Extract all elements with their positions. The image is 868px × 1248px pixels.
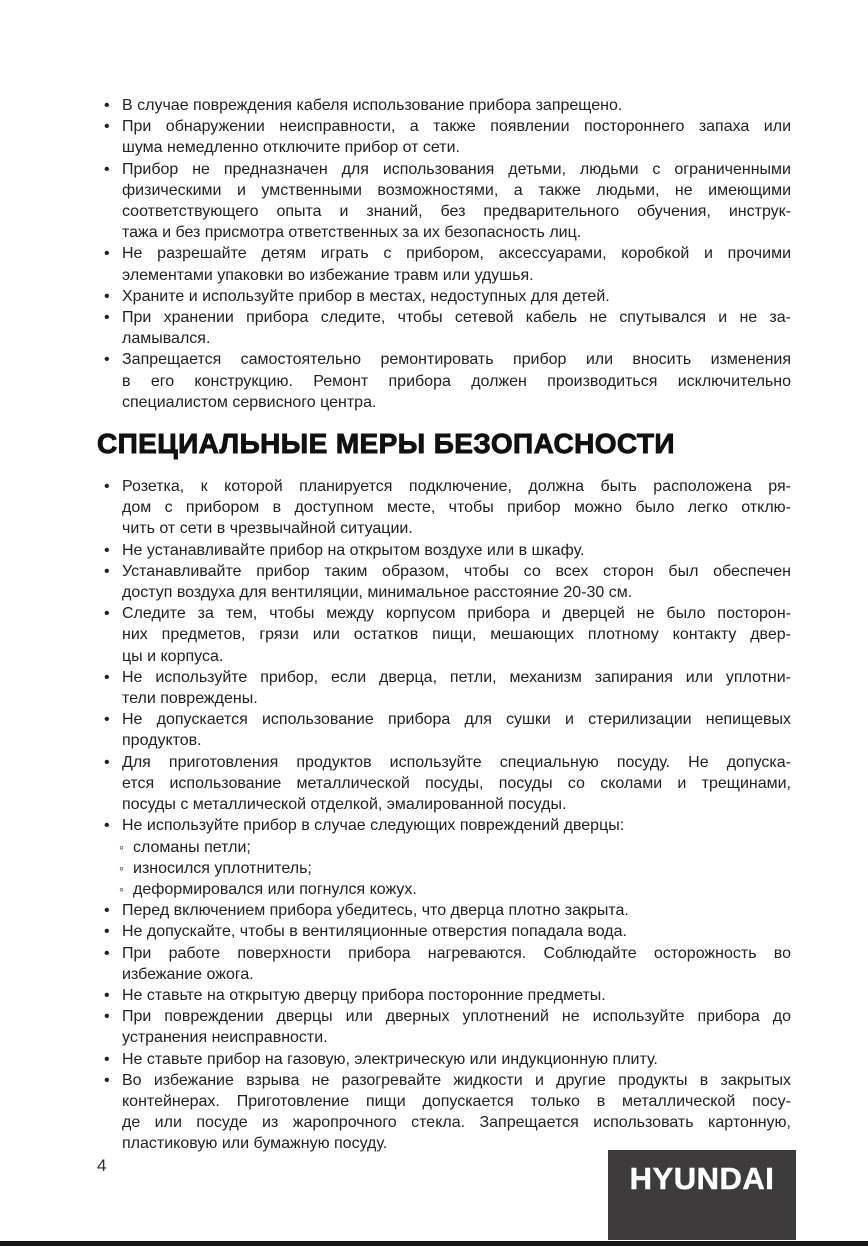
- text-line: Не ставьте прибор на газовую, электрическую или индукционную плиту.: [122, 1050, 658, 1068]
- text-line: пластиковую или бумажную посуду.: [122, 1135, 388, 1153]
- list-item: [97, 561, 791, 603]
- list-item: [97, 921, 791, 942]
- bullet-icon: •: [104, 923, 110, 941]
- bullet-icon: •: [104, 287, 110, 305]
- text-line: избежание ожога.: [122, 965, 254, 983]
- text-line: Розетка, к которой планируется подключение, должна быть расположена ря-: [122, 478, 791, 496]
- list-item: [97, 159, 791, 244]
- bullet-icon: •: [104, 1008, 110, 1026]
- text-line: специалистом сервисного центра.: [122, 393, 377, 411]
- text-line: посуды с металлической отделкой, эмалированной посуды.: [122, 796, 567, 814]
- bullet-text: [122, 540, 791, 561]
- text-line: физическими и умственными возможностями, а также людьми, не имеющими: [122, 181, 791, 199]
- bullet-text: [122, 561, 791, 603]
- list-item: [97, 900, 791, 921]
- text-line: Для приготовления продуктов используйте специальную посуду. Не допуска-: [122, 753, 791, 771]
- bullet-icon: •: [104, 562, 110, 580]
- text-line: Устанавливайте прибор таким образом, чтобы со всех сторон был обеспечен: [122, 562, 791, 580]
- list-item: [97, 1049, 791, 1070]
- text-line: устранения неисправности.: [122, 1029, 328, 1047]
- bullet-text: [122, 1006, 791, 1048]
- sub-list-item: [119, 858, 791, 879]
- list-item: [97, 815, 791, 900]
- bullet-text: [122, 243, 791, 285]
- text-line: Прибор не предназначен для использования детьми, людьми с ограниченными: [122, 160, 791, 178]
- brand-logo-label: HYUNDAI: [629, 1161, 775, 1196]
- bullet-icon: •: [104, 351, 110, 369]
- bullet-icon: •: [104, 817, 110, 835]
- text-line: соответствующего опыта и знаний, без предварительного обучения, инструк-: [122, 203, 791, 221]
- text-line: шума немедленно отключите прибор от сети.: [122, 139, 460, 157]
- circle-bullet-icon: ◦: [119, 859, 124, 876]
- bullet-text: [122, 476, 791, 540]
- text-line: ламывался.: [122, 330, 211, 348]
- special-safety-list: [97, 476, 791, 1155]
- text-line: Перед включением прибора убедитесь, что дверца плотно закрыта.: [122, 902, 629, 920]
- sub-list-item: [119, 837, 791, 858]
- list-item: [97, 307, 791, 349]
- text-line: Во избежание взрыва не разогревайте жидкости и другие продукты в закрытых: [122, 1071, 791, 1089]
- page-content: [97, 95, 791, 1155]
- bullet-text: [122, 943, 791, 985]
- bullet-text: [122, 921, 791, 942]
- bullet-icon: •: [104, 711, 110, 729]
- bullet-text: [122, 307, 791, 349]
- sub-text: сломаны петли;: [133, 838, 251, 856]
- list-item: [97, 1006, 791, 1048]
- bullet-icon: •: [104, 541, 110, 559]
- bullet-icon: •: [104, 902, 110, 920]
- list-item: [97, 752, 791, 816]
- bullet-icon: •: [104, 605, 110, 623]
- text-line: ется использование металлической посуды, посуды со сколами и трещинами,: [122, 774, 791, 792]
- section-heading: СПЕЦИАЛЬНЫЕ МЕРЫ БЕЗОПАСНОСТИ: [97, 428, 675, 460]
- text-line: Не допускается использование прибора для сушки и стерилизации непищевых: [122, 711, 791, 729]
- list-item: [97, 476, 791, 540]
- sub-text: деформировался или погнулся кожух.: [133, 880, 417, 898]
- list-item: [97, 1070, 791, 1155]
- bullet-text: [122, 667, 791, 709]
- bullet-text: [122, 116, 791, 158]
- text-line: тажа и без присмотра ответственных за их безопасность лиц.: [122, 224, 582, 242]
- text-line: дом с прибором в доступном месте, чтобы прибор можно было легко отклю-: [122, 499, 791, 517]
- list-item: [97, 540, 791, 561]
- list-item: [97, 116, 791, 158]
- bullet-text: [122, 95, 791, 116]
- text-line: При хранении прибора следите, чтобы сетевой кабель не спутывался и не за-: [122, 309, 791, 327]
- bullet-text: [122, 349, 791, 413]
- text-line: Храните и используйте прибор в местах, недоступных для детей.: [122, 287, 610, 305]
- brand-logo: [608, 1150, 796, 1240]
- text-line: Не устанавливайте прибор на открытом воздухе или в шкафу.: [122, 541, 585, 559]
- bullet-icon: •: [104, 944, 110, 962]
- text-line: Не допускайте, чтобы в вентиляционные отверстия попадала вода.: [122, 923, 627, 941]
- bullet-icon: •: [104, 1050, 110, 1068]
- bullet-text: [122, 286, 791, 307]
- text-line: Не используйте прибор, если дверца, петли, механизм запирания или уплотни-: [122, 668, 791, 686]
- list-item: [97, 667, 791, 709]
- bullet-icon: •: [104, 309, 110, 327]
- text-line: продуктов.: [122, 732, 202, 750]
- bullet-text: [122, 900, 791, 921]
- bullet-text: [122, 752, 791, 816]
- sub-text: износился уплотнитель;: [133, 859, 312, 877]
- bullet-text: [122, 159, 791, 244]
- text-line: Запрещается самостоятельно ремонтировать прибор или вносить изменения: [122, 351, 791, 369]
- bullet-text: [122, 1070, 791, 1155]
- text-line: цы и корпуса.: [122, 647, 224, 665]
- list-item: [97, 349, 791, 413]
- text-line: контейнерах. Приготовление пищи допускается только в металлической посу-: [122, 1092, 791, 1110]
- bullet-icon: •: [104, 1071, 110, 1089]
- bullet-text: [122, 985, 791, 1006]
- list-item: [97, 709, 791, 751]
- list-item: [97, 243, 791, 285]
- text-line: чить от сети в чрезвычайной ситуации.: [122, 520, 413, 538]
- page-bottom-edge-line: [0, 1241, 868, 1246]
- circle-bullet-icon: ◦: [119, 880, 124, 897]
- text-line: де или посуде из жаропрочного стекла. Запрещается использовать картонную,: [122, 1114, 791, 1132]
- text-line: элементами упаковки во избежание травм или удушья.: [122, 266, 534, 284]
- intro-safety-list: [97, 95, 791, 413]
- text-line: Не используйте прибор в случае следующих повреждений дверцы:: [122, 817, 625, 835]
- text-line: Следите за тем, чтобы между корпусом прибора и дверцей не было посторон-: [122, 605, 791, 623]
- text-line: В случае повреждения кабеля использование прибора запрещено.: [122, 97, 623, 114]
- list-item: [97, 985, 791, 1006]
- circle-bullet-icon: ◦: [119, 838, 124, 855]
- text-line: При обнаружении неисправности, а также появлении постороннего запаха или: [122, 118, 791, 136]
- text-line: Не разрешайте детям играть с прибором, аксессуарами, коробкой и прочими: [122, 245, 791, 263]
- bullet-icon: •: [104, 478, 110, 496]
- bullet-icon: •: [104, 986, 110, 1004]
- bullet-text: [122, 1049, 791, 1070]
- bullet-icon: •: [104, 753, 110, 771]
- bullet-text: [122, 709, 791, 751]
- bullet-text: [119, 815, 791, 900]
- text-line: тели повреждены.: [122, 690, 258, 708]
- bullet-icon: •: [104, 668, 110, 686]
- bullet-icon: •: [104, 245, 110, 263]
- bullet-icon: •: [104, 160, 110, 178]
- bullet-icon: •: [104, 118, 110, 136]
- list-item: [97, 95, 791, 116]
- list-item: [97, 943, 791, 985]
- bullet-icon: •: [104, 97, 110, 114]
- list-item: [97, 603, 791, 667]
- bullet-text: [122, 603, 791, 667]
- text-line: При работе поверхности прибора нагреваются. Соблюдайте осторожность во: [122, 944, 791, 962]
- text-line: доступ воздуха для вентиляции, минимальное расстояние 20-30 см.: [122, 584, 633, 602]
- text-line: в его конструкцию. Ремонт прибора должен производиться исключительно: [122, 372, 791, 390]
- list-item: [97, 286, 791, 307]
- text-line: них предметов, грязи или остатков пищи, мешающих плотному контакту двер-: [122, 626, 791, 644]
- text-line: Не ставьте на открытую дверцу прибора посторонние предметы.: [122, 986, 606, 1004]
- page-number: 4: [97, 1156, 107, 1175]
- text-line: При повреждении дверцы или дверных уплотнений не используйте прибора до: [122, 1008, 791, 1026]
- sub-list-item: [119, 879, 791, 900]
